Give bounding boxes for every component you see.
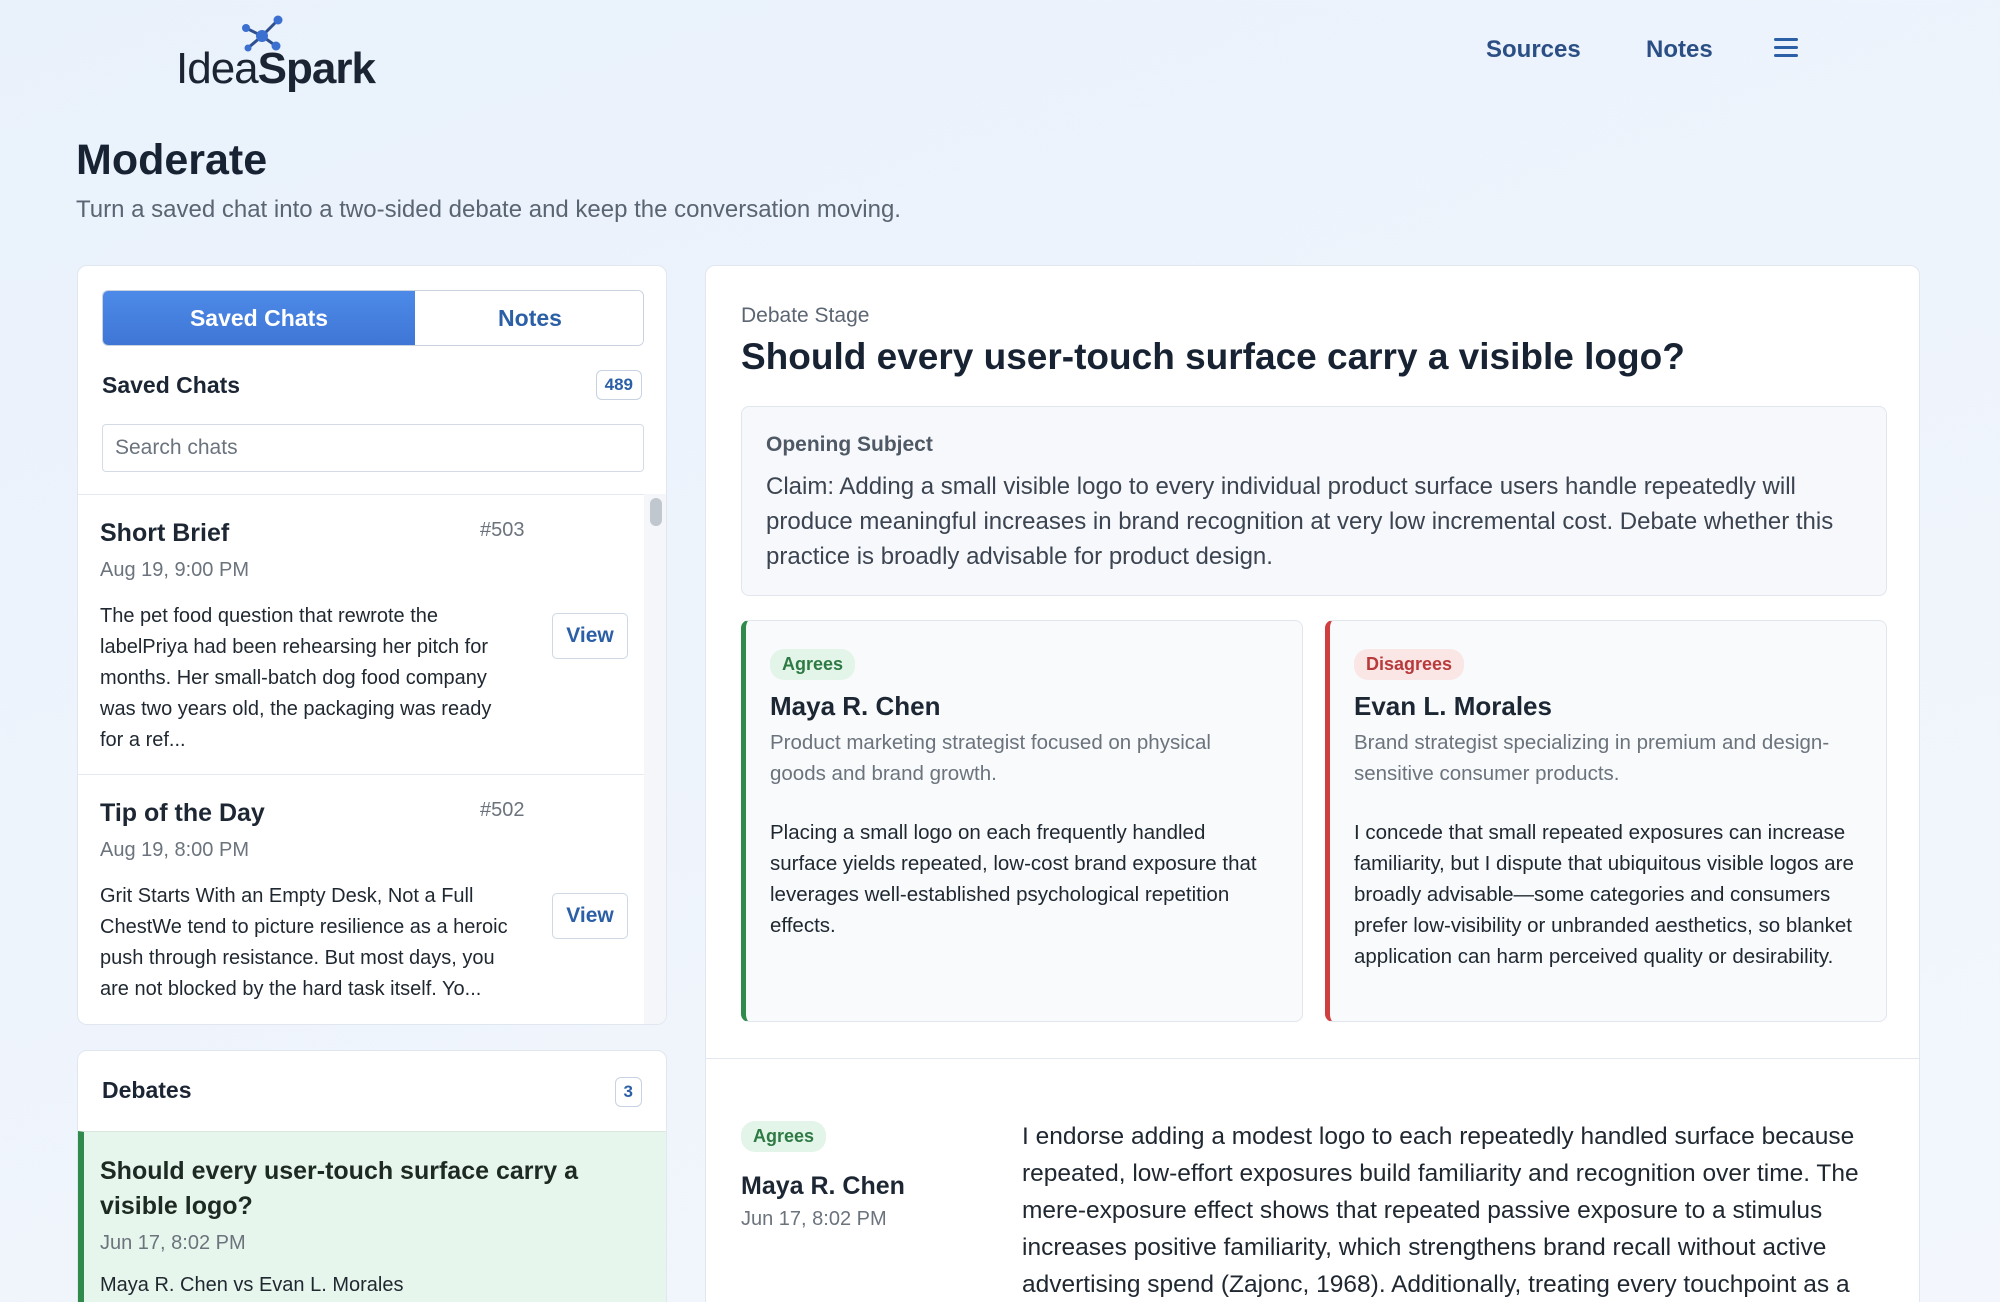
debate-title: Should every user-touch surface carry a visible logo? <box>100 1157 578 1220</box>
list-scrollbar[interactable] <box>644 494 667 1025</box>
chat-title: Tip of the Day <box>100 799 265 827</box>
chat-preview: Grit Starts With an Empty Desk, Not a Full ChestWe tend to picture resilience as a heroic push through resistance. But most days, you are not blocked by the hard task itself. Yo... <box>100 885 508 1000</box>
chat-date: Aug 19, 8:00 PM <box>100 839 249 861</box>
turn-stance-badge: Agrees <box>741 1121 826 1152</box>
participant-role: Brand strategist specializing in premium and design-sensitive consumer products. <box>1354 731 1830 785</box>
agree-participant-card <box>741 620 1303 1022</box>
debates-count-badge: 3 <box>615 1077 642 1107</box>
debate-stage-panel <box>705 265 1920 1302</box>
page-title: Moderate <box>76 136 268 184</box>
opening-subject-text: Claim: Adding a small visible logo to every individual product surface users handle repeatedly will produce meaningful increases in brand recognition at very low incremental cost. Debate whether this practice is broadly advisable for product design. <box>766 473 1834 570</box>
logo-word-idea: Idea <box>176 44 258 93</box>
opening-subject-card <box>741 406 1887 596</box>
debates-panel <box>77 1050 667 1302</box>
top-bar <box>0 0 2000 110</box>
search-chats-input[interactable] <box>102 424 644 472</box>
nav-notes-link[interactable]: Notes <box>1646 36 1713 63</box>
menu-line <box>1774 54 1798 57</box>
section-divider <box>706 1058 1920 1059</box>
logo-word-spark: Spark <box>257 44 375 93</box>
participant-position: Placing a small logo on each frequently handled surface yields repeated, low-cost brand exposure that leverages well-established psychological repetition effects. <box>770 821 1257 937</box>
nav-sources-link[interactable]: Sources <box>1486 36 1581 63</box>
saved-chats-count-badge: 489 <box>596 370 642 400</box>
chat-date: Aug 19, 9:00 PM <box>100 559 249 581</box>
hamburger-menu-icon[interactable] <box>1774 38 1798 62</box>
scrollbar-thumb[interactable] <box>650 498 662 526</box>
debate-participants: Maya R. Chen vs Evan L. Morales <box>100 1274 404 1296</box>
opening-subject-label: Opening Subject <box>766 433 933 456</box>
menu-line <box>1774 38 1798 41</box>
debate-stage-label: Debate Stage <box>741 304 870 327</box>
panel-tabs <box>102 290 644 346</box>
chat-title: Short Brief <box>100 519 230 547</box>
chat-id: #503 <box>480 519 525 541</box>
saved-chats-panel <box>77 265 667 1025</box>
tab-saved-chats[interactable]: Saved Chats <box>103 291 415 345</box>
debate-date: Jun 17, 8:02 PM <box>100 1232 246 1254</box>
participant-name: Evan L. Morales <box>1354 691 1552 721</box>
agrees-badge: Agrees <box>770 649 855 680</box>
chat-preview: The pet food question that rewrote the labelPriya had been rehearsing her pitch for months. Her small-batch dog food company was two years old, the packaging was ready for a ref... <box>100 605 492 751</box>
list-item[interactable] <box>78 495 644 775</box>
tab-notes[interactable]: Notes <box>415 291 644 345</box>
page-subtitle: Turn a saved chat into a two-sided debate and keep the conversation moving. <box>76 196 901 223</box>
debate-question: Should every user-touch surface carry a visible logo? <box>741 336 1685 377</box>
debate-list-item[interactable] <box>78 1131 667 1302</box>
ideaspark-logo[interactable] <box>176 14 375 94</box>
participant-position: I concede that small repeated exposures can increase familiarity, but I dispute that ubiquitous visible logos are broadly advisable—some categories and consumers prefer low-visibility or unbranded aesthetics, so blanket application can harm perceived quality or desirability. <box>1354 821 1854 968</box>
saved-chats-heading: Saved Chats <box>102 372 241 398</box>
view-chat-button[interactable]: View <box>552 613 628 659</box>
saved-chats-list[interactable] <box>78 494 644 1025</box>
view-chat-button[interactable]: View <box>552 893 628 939</box>
turn-timestamp: Jun 17, 8:02 PM <box>741 1208 887 1230</box>
turn-speaker-name: Maya R. Chen <box>741 1172 905 1200</box>
list-item[interactable] <box>78 775 644 1025</box>
participant-name: Maya R. Chen <box>770 691 941 721</box>
menu-line <box>1774 46 1798 49</box>
chat-id: #502 <box>480 799 525 821</box>
debates-heading: Debates <box>102 1077 192 1103</box>
logo-wordmark <box>176 44 375 94</box>
disagree-participant-card <box>1325 620 1887 1022</box>
participant-role: Product marketing strategist focused on physical goods and brand growth. <box>770 731 1211 785</box>
turn-message-text: I endorse adding a modest logo to each repeatedly handled surface because repeated, low-effort exposures build familiarity and recognition over time. The mere-exposure effect shows that repeated passive exposure to a stimulus increases positive familiarity, which strengthens brand recall without active advertising spend (Zajonc, 1968). Additionally, treating every touchpoint as a <box>1022 1123 1859 1298</box>
disagrees-badge: Disagrees <box>1354 649 1464 680</box>
